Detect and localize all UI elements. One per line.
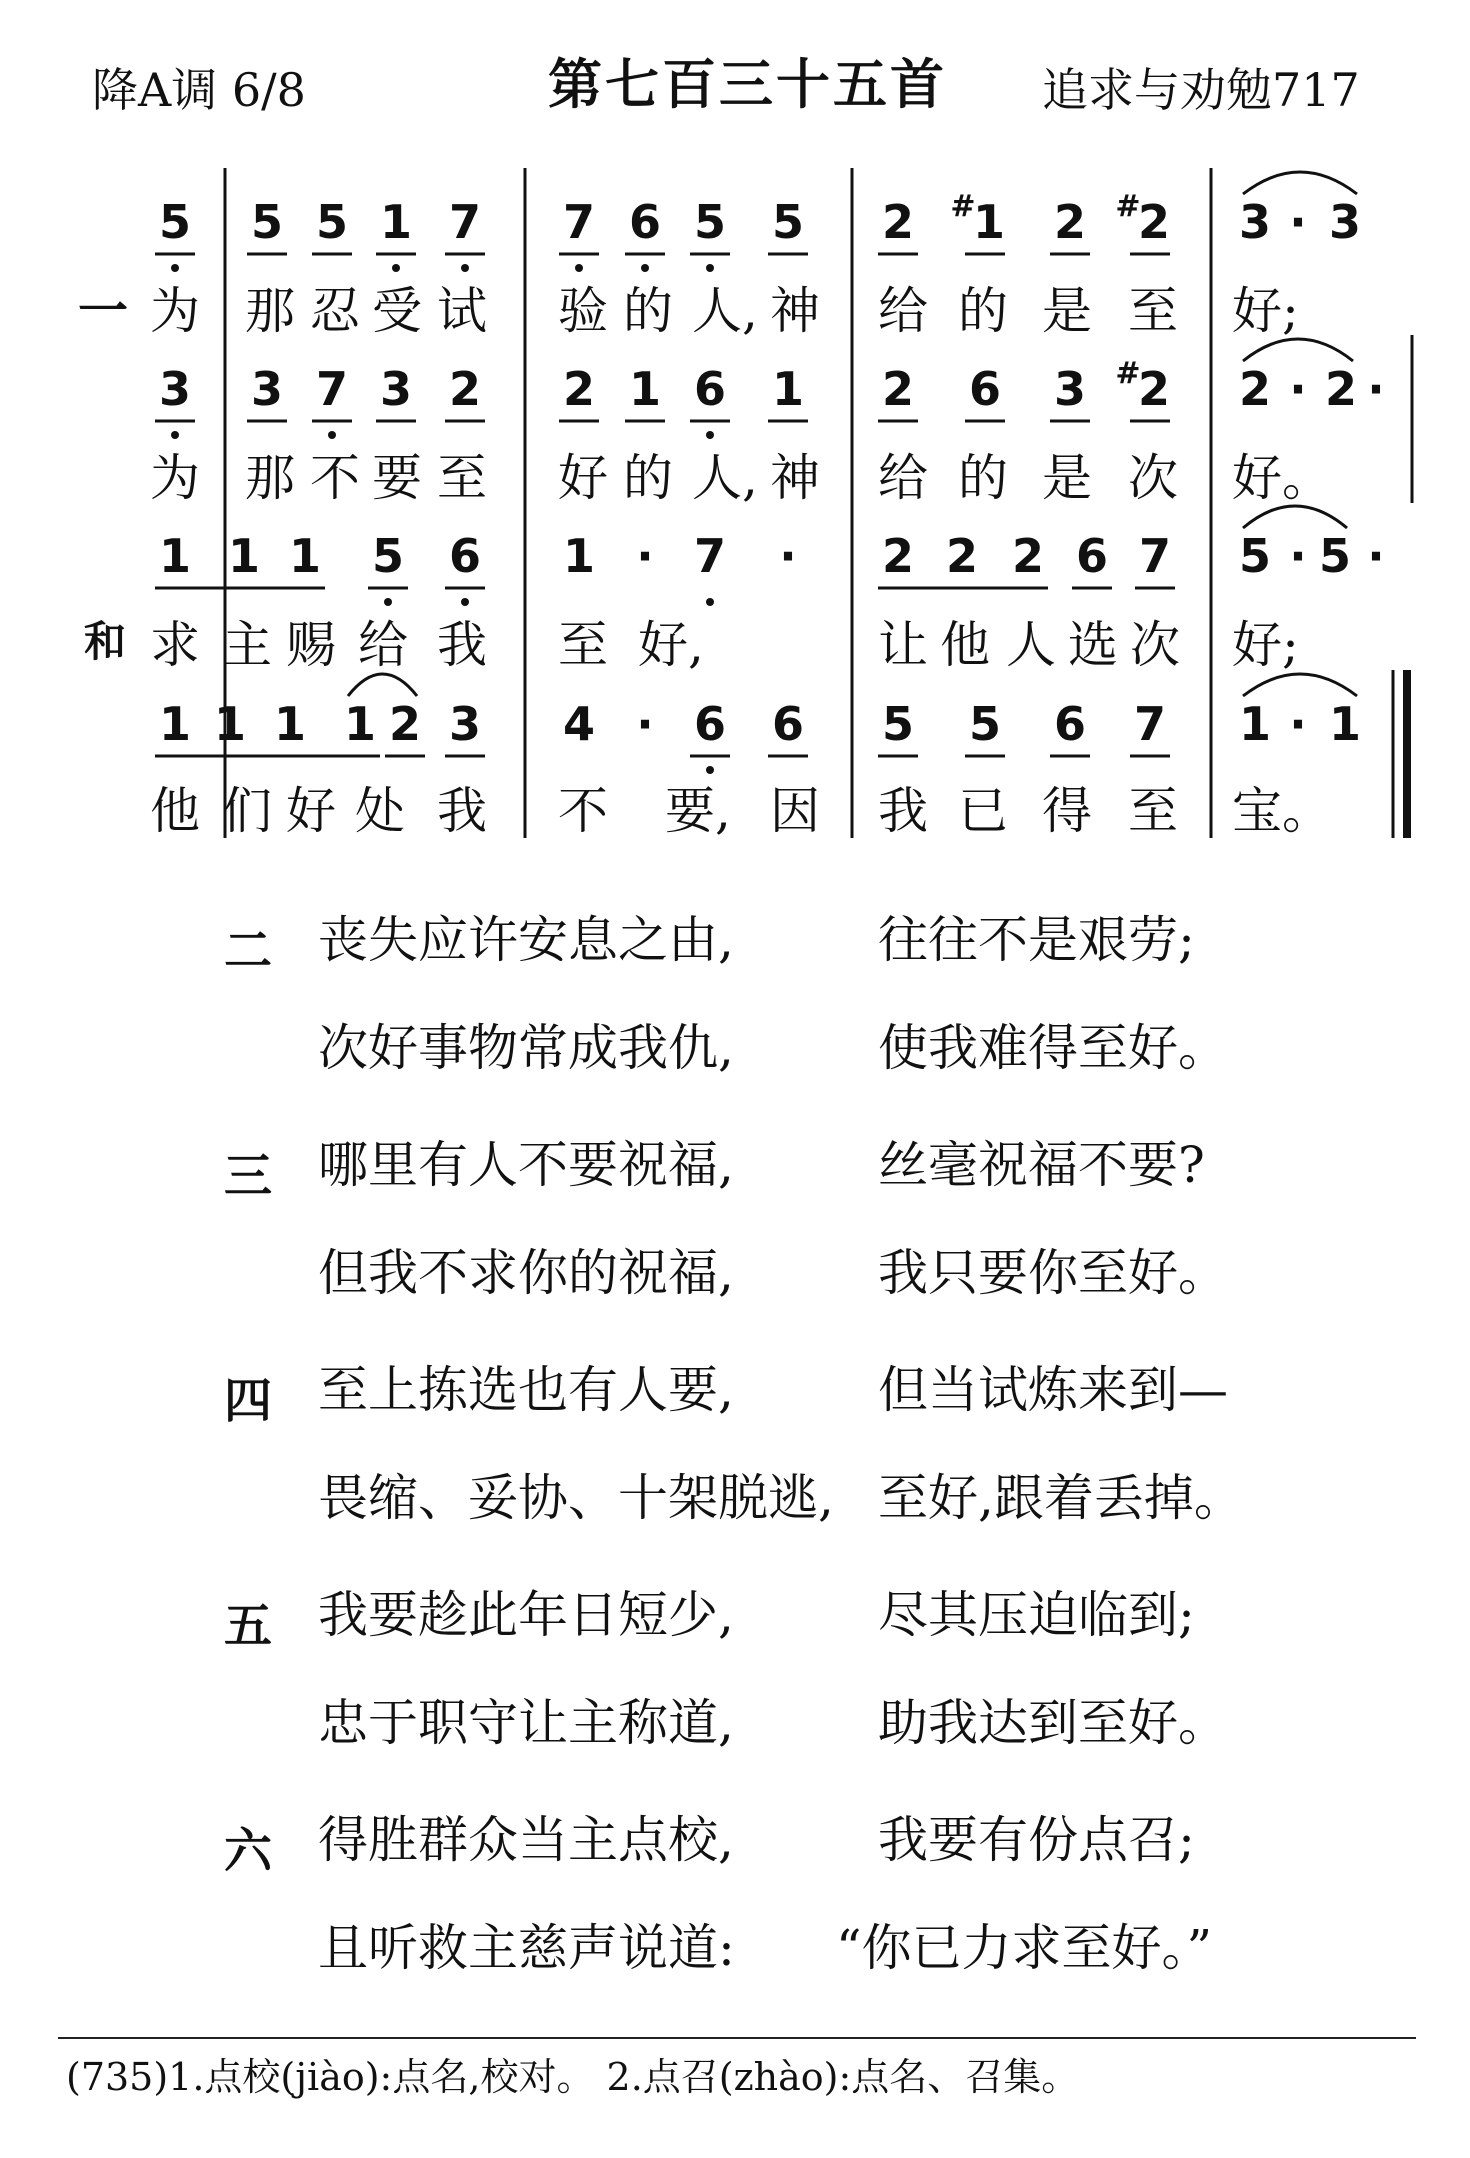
verse-line: “你已力求至好。” xyxy=(836,1919,1213,1977)
sharp-sign: # xyxy=(950,189,976,224)
lyric-syllable: 好。 xyxy=(1232,449,1332,507)
verse-number: 三 xyxy=(224,1148,273,1204)
lyric-syllable: 是 xyxy=(1042,449,1092,507)
chorus-label: 和 xyxy=(84,617,127,666)
verse-line: 畏缩、妥协、十架脱逃, xyxy=(318,1469,834,1527)
augmentation-dot: · xyxy=(1367,362,1385,416)
lyric-syllable: 人, xyxy=(692,449,758,507)
lyric-syllable: 给 xyxy=(878,449,928,507)
note: 5 xyxy=(968,697,1002,751)
note: 2 xyxy=(881,529,915,583)
slur xyxy=(348,674,417,696)
note: 6 xyxy=(693,697,727,751)
note: 1 xyxy=(562,529,596,583)
octave-dot xyxy=(706,431,714,439)
verse-number: 四 xyxy=(224,1373,273,1429)
note: 2 xyxy=(881,195,915,249)
octave-dot xyxy=(641,264,649,272)
augmentation-dot: · xyxy=(779,529,797,583)
note: 5 xyxy=(771,195,805,249)
lyric-syllable: 他 xyxy=(940,616,990,674)
note: 1 xyxy=(213,697,247,751)
lyric-syllable: 求 xyxy=(150,616,200,674)
note: 3 xyxy=(448,697,482,751)
lyric-syllable: 赐 xyxy=(286,616,336,674)
verse-line: 哪里有人不要祝福, xyxy=(318,1136,734,1194)
lyric-syllable: 我 xyxy=(437,782,487,840)
verse-line: 丝毫祝福不要? xyxy=(878,1136,1205,1194)
sharp-sign: # xyxy=(1115,189,1141,224)
slur xyxy=(1243,674,1357,696)
octave-dot xyxy=(171,264,179,272)
lyric-syllable: 为 xyxy=(150,449,200,507)
note: 3 xyxy=(1053,362,1087,416)
verse-line: 我要趁此年日短少, xyxy=(318,1586,734,1644)
note: 7 xyxy=(1133,697,1167,751)
lyric-syllable: 人 xyxy=(1006,616,1056,674)
note: 1 xyxy=(1328,697,1362,751)
octave-dot xyxy=(575,264,583,272)
octave-dot xyxy=(461,598,469,606)
note: 2 xyxy=(448,362,482,416)
note: 1 xyxy=(273,697,307,751)
lyric-syllable: 的 xyxy=(623,449,673,507)
lyric-syllable: 给 xyxy=(878,282,928,340)
note: 4 xyxy=(562,697,596,751)
lyric-syllable: 不 xyxy=(310,449,360,507)
note: 5 xyxy=(371,529,405,583)
lyric-syllable: 好, xyxy=(638,616,704,674)
octave-dot xyxy=(706,264,714,272)
lyric-syllable: 为 xyxy=(150,282,200,340)
augmentation-dot: · xyxy=(1289,195,1307,249)
note: 6 xyxy=(693,362,727,416)
note: 6 xyxy=(771,697,805,751)
lyric-syllable: 是 xyxy=(1042,282,1092,340)
note: 6 xyxy=(968,362,1002,416)
lyric-syllable: 那 xyxy=(245,449,295,507)
note: 5 xyxy=(1318,529,1352,583)
note: 6 xyxy=(1075,529,1109,583)
lyric-syllable: 神 xyxy=(770,449,820,507)
verse-line: 次好事物常成我仇, xyxy=(318,1019,734,1077)
verse-number: 六 xyxy=(224,1823,273,1879)
note: 1 xyxy=(343,697,377,751)
footnote-divider xyxy=(58,2037,1416,2039)
note: 3 xyxy=(1328,195,1362,249)
octave-dot xyxy=(328,431,336,439)
note: 2 xyxy=(1053,195,1087,249)
note: 3 xyxy=(158,362,192,416)
lyric-syllable: 要 xyxy=(372,449,422,507)
verse-line: 往往不是艰劳; xyxy=(878,911,1195,969)
lyric-syllable: 次 xyxy=(1130,616,1180,674)
slur xyxy=(1243,172,1357,194)
lyric-syllable: 受 xyxy=(372,282,422,340)
note: 2 xyxy=(945,529,979,583)
lyric-syllable: 他 xyxy=(150,782,200,840)
note: 5 xyxy=(881,697,915,751)
lyric-syllable: 好 xyxy=(558,449,608,507)
verse-line: 我要有份点召; xyxy=(878,1811,1195,1869)
note: 1 xyxy=(628,362,662,416)
lyric-syllable: 得 xyxy=(1042,782,1092,840)
note: 3 xyxy=(1238,195,1272,249)
note: 2 xyxy=(1011,529,1045,583)
note: 6 xyxy=(628,195,662,249)
note: 2 xyxy=(881,362,915,416)
key-signature: 降A调 6/8 xyxy=(92,63,306,117)
note: 3 xyxy=(250,362,284,416)
lyric-syllable: 因 xyxy=(770,782,820,840)
lyric-syllable: 验 xyxy=(558,282,608,340)
augmentation-dot: · xyxy=(1289,529,1307,583)
note: 1 xyxy=(379,195,413,249)
verse-line: 我只要你至好。 xyxy=(878,1244,1228,1302)
augmentation-dot: · xyxy=(636,529,654,583)
note: 5 xyxy=(693,195,727,249)
lyric-syllable: 至 xyxy=(437,449,487,507)
lyric-syllable: 试 xyxy=(437,282,487,340)
lyric-syllable: 给 xyxy=(358,616,408,674)
sharp-sign: # xyxy=(1115,356,1141,391)
lyric-syllable: 神 xyxy=(770,282,820,340)
lyric-syllable: 好; xyxy=(1232,616,1299,674)
note: 7 xyxy=(693,529,727,583)
lyric-syllable: 至 xyxy=(1128,782,1178,840)
lyric-syllable: 的 xyxy=(958,282,1008,340)
note: 5 xyxy=(250,195,284,249)
lyric-syllable: 不 xyxy=(558,782,608,840)
slur xyxy=(1243,339,1353,361)
lyric-syllable: 忍 xyxy=(310,282,360,340)
verse-line: 且听救主慈声说道: xyxy=(318,1919,735,1977)
note: 5 xyxy=(158,195,192,249)
lyric-syllable: 主 xyxy=(222,616,272,674)
note: 1 xyxy=(1238,697,1272,751)
note: 7 xyxy=(562,195,596,249)
note: 2 xyxy=(388,697,422,751)
verse-line: 但我不求你的祝福, xyxy=(318,1244,734,1302)
verse-line: 丧失应许安息之由, xyxy=(318,911,734,969)
verse-number: 二 xyxy=(224,923,273,979)
verse-line: 得胜群众当主点校, xyxy=(318,1811,734,1869)
augmentation-dot: · xyxy=(1289,362,1307,416)
note: 1 xyxy=(972,195,1006,249)
lyric-syllable: 要, xyxy=(665,782,731,840)
lyric-syllable: 那 xyxy=(245,282,295,340)
note: 3 xyxy=(379,362,413,416)
lyric-syllable: 至 xyxy=(1128,282,1178,340)
octave-dot xyxy=(706,598,714,606)
note: 7 xyxy=(315,362,349,416)
verse-line: 助我达到至好。 xyxy=(878,1694,1228,1752)
verse-number: 五 xyxy=(224,1598,273,1654)
note: 1 xyxy=(158,529,192,583)
hymn-title: 第七百三十五首 xyxy=(548,52,947,116)
book-reference: 追求与劝勉717 xyxy=(1042,63,1360,117)
octave-dot xyxy=(392,264,400,272)
octave-dot xyxy=(384,598,392,606)
footnote: (735)1.点校(jiào):点名,校对。 2.点召(zhào):点名、召集。 xyxy=(66,2055,1080,2099)
lyric-syllable: 让 xyxy=(878,616,928,674)
octave-dot xyxy=(706,766,714,774)
lyric-syllable: 的 xyxy=(958,449,1008,507)
lyric-syllable: 的 xyxy=(623,282,673,340)
note: 7 xyxy=(1138,529,1172,583)
note: 1 xyxy=(288,529,322,583)
verse-line: 忠于职守让主称道, xyxy=(318,1694,734,1752)
note: 6 xyxy=(1053,697,1087,751)
verse-line: 但当试炼来到— xyxy=(878,1361,1228,1419)
augmentation-dot: · xyxy=(1367,529,1385,583)
lyric-syllable: 我 xyxy=(878,782,928,840)
slur xyxy=(1243,506,1347,528)
note: 5 xyxy=(1238,529,1272,583)
augmentation-dot: · xyxy=(636,697,654,751)
lyric-syllable: 好 xyxy=(286,782,336,840)
lyric-syllable: 已 xyxy=(958,782,1008,840)
note: 5 xyxy=(315,195,349,249)
verse-line: 至好,跟着丢掉。 xyxy=(878,1469,1244,1527)
lyric-syllable: 好; xyxy=(1232,282,1299,340)
lyric-syllable: 处 xyxy=(355,782,405,840)
note: 2 xyxy=(1137,195,1171,249)
verse-line: 使我难得至好。 xyxy=(878,1019,1228,1077)
lyric-syllable: 次 xyxy=(1128,449,1178,507)
augmentation-dot: · xyxy=(1289,697,1307,751)
lyric-syllable: 选 xyxy=(1068,616,1118,674)
lyric-syllable: 宝。 xyxy=(1232,782,1332,840)
verse-line: 尽其压迫临到; xyxy=(878,1586,1195,1644)
octave-dot xyxy=(171,431,179,439)
note: 1 xyxy=(158,697,192,751)
note: 2 xyxy=(1238,362,1272,416)
octave-dot xyxy=(461,264,469,272)
stanza-number: 一 xyxy=(78,282,128,340)
note: 1 xyxy=(227,529,261,583)
lyric-syllable: 至 xyxy=(558,616,608,674)
lyric-syllable: 我 xyxy=(437,616,487,674)
note: 2 xyxy=(1137,362,1171,416)
score xyxy=(0,0,1470,860)
note: 2 xyxy=(1324,362,1358,416)
note: 7 xyxy=(448,195,482,249)
note: 6 xyxy=(448,529,482,583)
note: 2 xyxy=(562,362,596,416)
lyric-syllable: 人, xyxy=(692,282,758,340)
verse-line: 至上拣选也有人要, xyxy=(318,1361,734,1419)
note: 1 xyxy=(771,362,805,416)
lyric-syllable: 们 xyxy=(222,782,272,840)
